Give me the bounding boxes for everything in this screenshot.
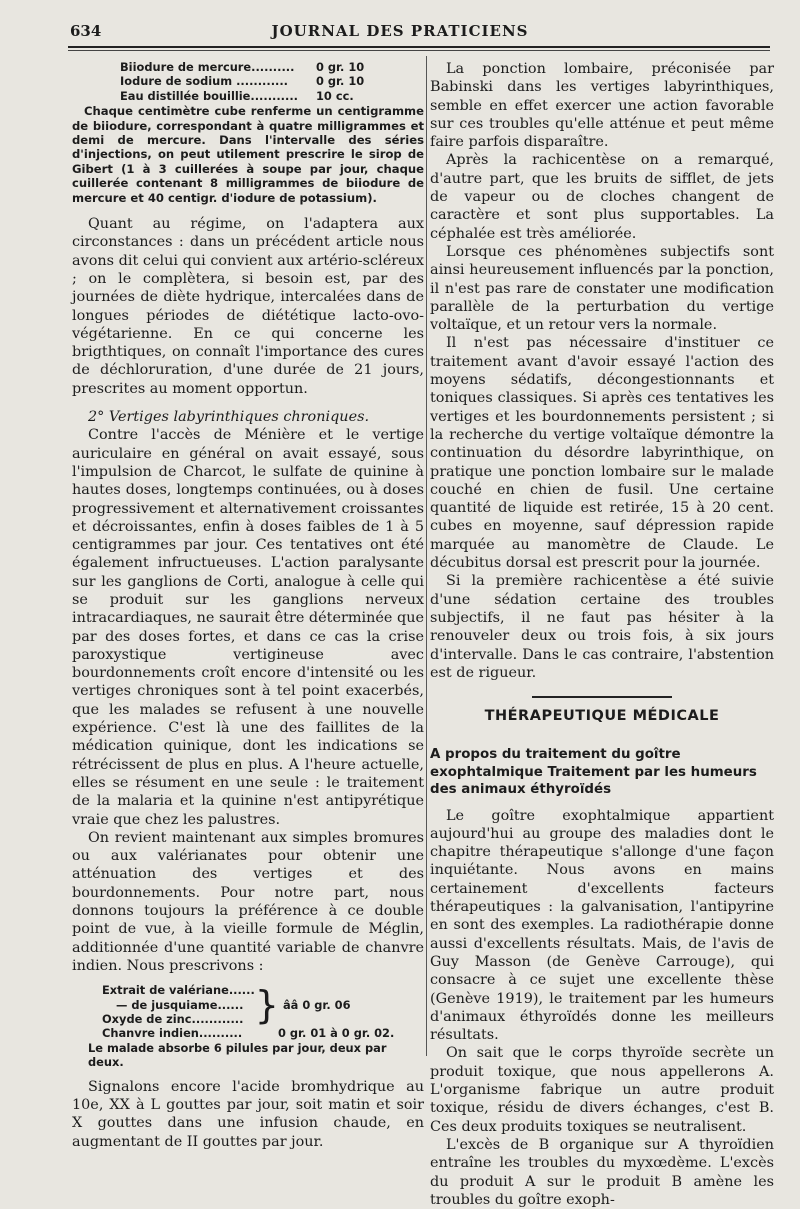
- right-column: [430, 60, 774, 1209]
- recipe-row: [120, 60, 424, 74]
- pill-ingredients-group: [102, 983, 424, 1026]
- header-rule: [68, 46, 770, 48]
- article-title: A propos du traitement du goître exophtalmique Traitement par les humeurs des animaux éthyroïdés: [430, 747, 757, 798]
- paragraph-on-sait: On sait que le corps thyroïde secrète un produit toxique, que nous appellerons A. L'organisme fabrique un autre produit toxique, résidu de divers échanges, c'est B. Ces deux produits toxiques se neutralisent.: [430, 1045, 774, 1135]
- paragraph-meniere: Contre l'accès de Ménière et le vertige auriculaire en général on avait essayé, sous l'impulsion de Charcot, le sulfate de quinine à hautes doses, longtemps continuées, ou à doses progressivement et alternativement croissantes et décroissantes, enfin à doses faibles de 1 à 5 centigrammes par jour. Ces tentatives ont été également infructueuses. L'action paralysante sur les ganglions de Corti, analogue à celle qui se produit sur les ganglions nerveux intracardiaques, ne saurait être déterminée que par des doses fortes, et dans ce cas la crise paroxystique vertigineuse avec bourdonnements croît encore d'intensité ou les vertiges chroniques sont à tel point exacerbés, que les malades se refusent à une nouvelle expérience. C'est là une des faillites de la médication quinique, dont les indications se rétrécissent de plus en plus. A l'heure actuelle, elles se résument en une seule : le traitement de la malaria et la quinine n'est antipyrétique vraie que chez les palustres.: [72, 427, 424, 828]
- recipe-row: [120, 89, 424, 103]
- recipe-shared-dose: ââ 0 gr. 06: [282, 997, 351, 1012]
- recipe-dose: 0 gr. 01 à 0 gr. 02.: [278, 1026, 395, 1041]
- recipe-ingredient: Iodure de sodium ............: [120, 74, 289, 89]
- paragraph-bromures: On revient maintenant aux simples bromures ou aux valérianates pour obtenir une atténuation des vertiges et des bourdonnements. Pour notre part, nous donnons toujours la préférence à ce double point de vue, à la vieille formule de Méglin, additionnée d'une quantité variable de chanvre indien. Nous prescrivons :: [72, 829, 424, 974]
- recipe-row: [102, 1026, 424, 1040]
- paragraph-regime: Quant au régime, on l'adaptera aux circonstances : dans un précédent article nous avons dit celui qui convient aux artério-scléreux ; on le complètera, si besoin est, par des journées de diète hydrique, intercalées dans de longues périodes de diététique lacto-ovo-végétarienne. En ce qui concerne les brigthtiques, on connaît l'importance des cures de déchloruration, d'une durée de 21 jours, prescrites au moment opportun.: [72, 216, 424, 397]
- page-number: 634: [70, 22, 102, 40]
- section-rule: [532, 696, 672, 698]
- paragraph-goitre: Le goître exophtalmique appartient aujourd'hui au groupe des maladies dont le chapitre thérapeutique s'allonge d'une façon inquiétante. Nous avons en mains certainement d'excellents facteurs thérapeutiques : la galvanisation, l'antipyrine en sont des exemples. La radiothérapie donne aussi d'excellents résultats. Mais, de l'avis de Guy Masson (de Genève Carrouge), qui consacre à ce sujet une excellente thèse (Genève 1919), le traitement par les humeurs d'animaux éthyroïdés donne les meilleurs résultats.: [430, 807, 774, 1044]
- recipe-ingredient: Oxyde de zinc............: [102, 1012, 244, 1027]
- recipe-ingredient: — de jusquiame......: [116, 997, 244, 1012]
- header-rule-thin: [68, 50, 770, 51]
- pill-ingredient-list: [102, 983, 255, 1026]
- paragraph-lorsque: Lorsque ces phénomènes subjectifs sont ainsi heureusement influencés par la ponction, il n'est pas rare de constater une modification parallèle de la perturbation du vertige voltaïque, et un retour vers la normale.: [430, 243, 774, 334]
- running-head: JOURNAL DES PRATICIENS: [271, 22, 529, 40]
- recipe-row: [120, 74, 424, 88]
- recipe-ingredient: Extrait de valériane......: [102, 983, 255, 998]
- column-divider: [426, 56, 427, 1056]
- section-title: THÉRAPEUTIQUE MÉDICALE: [484, 708, 720, 725]
- paragraph-exces: L'excès de B organique sur A thyroïdien entraîne les troubles du myxœdème. L'excès du produit A sur le produit B amène les troubles du goître exoph-: [430, 1136, 774, 1208]
- prescription-biiodure: [72, 60, 424, 103]
- subheading-vertiges: 2° Vertiges labyrinthiques chroniques.: [88, 409, 370, 426]
- recipe-ingredient: Biiodure de mercure..........: [120, 60, 295, 74]
- paragraph-rachicentese: Après la rachicentèse on a remarqué, d'autre part, que les bruits de sifflet, de jets de vapeur ou de cloches changent de caractère et sont plus supportables. La céphalée est très améliorée.: [430, 152, 774, 242]
- brace-mark: }: [254, 982, 279, 1027]
- recipe-ingredient: Chanvre indien..........: [102, 1026, 243, 1041]
- paragraph-si-premiere: Si la première rachicentèse a été suivie d'une sédation certaine des troubles subjectifs, il ne faut pas hésiter à la renouveler deux ou trois fois, à six jours d'intervalle. Dans le cas contraire, l'abstention est de rigueur.: [430, 573, 774, 681]
- paragraph-il-nest: Il n'est pas nécessaire d'instituer ce traitement avant d'avoir essayé l'action des moyens sédatifs, décongestionnants et toniques classiques. Si après ces tentatives les vertiges et les bourdonnements persistent ; si la recherche du vertige voltaïque démontre la continuation du désordre labyrinthique, on pratique une ponction lombaire sur le malade couché en chien de fusil. Une certaine quantité de liquide est retirée, 15 à 20 cent. cubes en moyenne, sauf dépression rapide marquée au manomètre de Claude. Le décubitus dorsal est prescrit pour la journée.: [430, 335, 774, 572]
- left-column: [72, 60, 424, 1151]
- recipe-ingredient: Eau distillée bouillie...........: [120, 88, 298, 103]
- recipe-note: Le malade absorbe 6 pilules par jour, deux par deux.: [88, 1040, 387, 1070]
- paragraph-acide: Signalons encore l'acide bromhydrique au 10e, XX à L gouttes par jour, soit matin et soir X gouttes dans une infusion chaude, en augmentant de II gouttes par jour.: [72, 1078, 424, 1150]
- prescription-pills: [72, 983, 424, 1069]
- recipe-dose: 10 cc.: [316, 88, 354, 103]
- paragraph-ponction: La ponction lombaire, préconisée par Babinski dans les vertiges labyrinthiques, semble en effet exercer une action favorable sur ces troubles qu'elle atténue et peut même faire parfois disparaître.: [430, 61, 774, 151]
- recipe-dose: 0 gr. 10: [316, 60, 365, 74]
- section-block: [430, 696, 774, 724]
- recipe-note: Chaque centimètre cube renferme un centigramme de biiodure, correspondant à quatre milligrammes et demi de mercure. Dans l'intervalle des séries d'injections, on peut utilement prescrire le sirop de Gibert (1 à 3 cuillerées à soupe par jour, chaque cuillerée contenant 8 milligrammes de biiodure de mercure et 40 centigr. d'iodure de potassium).: [72, 104, 424, 205]
- recipe-dose: 0 gr. 10: [316, 74, 365, 89]
